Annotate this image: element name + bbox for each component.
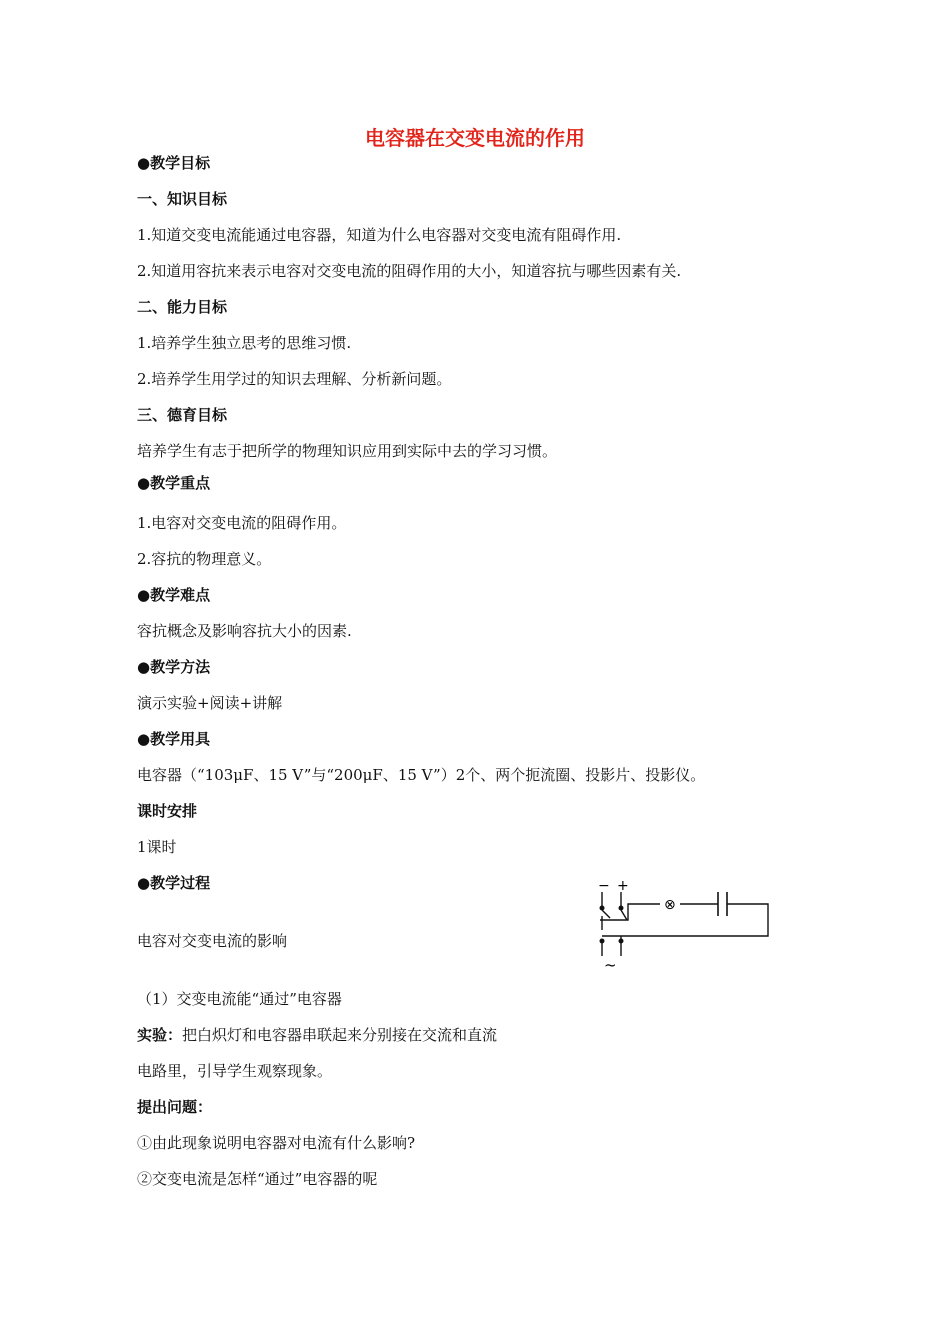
dc-minus-terminal bbox=[600, 906, 605, 911]
knowledge-goal-2: 2.知道用容抗来表示电容对交变电流的阻碍作用的大小，知道容抗与哪些因素有关. bbox=[137, 262, 682, 280]
ability-goal-2: 2.培养学生用学过的知识去理解、分析新问题。 bbox=[137, 370, 452, 388]
ac-terminal-1 bbox=[600, 939, 605, 944]
teaching-goals-heading: ●教学目标 bbox=[137, 154, 211, 172]
question-heading: 提出问题： bbox=[137, 1098, 213, 1116]
process-1: 电容对交变电流的影响 bbox=[137, 932, 288, 950]
switch-blade-2 bbox=[621, 910, 627, 920]
ability-goals-heading: 二、能力目标 bbox=[137, 298, 228, 316]
ability-goal-1: 1.培养学生独立思考的思维习惯. bbox=[137, 334, 352, 352]
document-title: 电容器在交变电流的作用 bbox=[365, 126, 585, 150]
method-1: 演示实验+阅读+讲解 bbox=[137, 694, 283, 712]
experiment-text: 把白炽灯和电容器串联起来分别接在交流和直流 bbox=[182, 1026, 498, 1044]
tools-heading: ●教学用具 bbox=[137, 730, 211, 748]
process-heading: ●教学过程 bbox=[137, 874, 211, 892]
moral-goals-heading: 三、德育目标 bbox=[137, 406, 228, 424]
experiment-line-2: 电路里，引导学生观察现象。 bbox=[137, 1062, 333, 1080]
dc-plus-terminal bbox=[619, 906, 624, 911]
key-points-heading: ●教学重点 bbox=[137, 474, 211, 492]
knowledge-goal-1: 1.知道交变电流能通过电容器，知道为什么电容器对交变电流有阻碍作用. bbox=[137, 226, 622, 244]
key-point-1: 1.电容对交变电流的阻碍作用。 bbox=[137, 514, 347, 532]
knowledge-goals-heading: 一、知识目标 bbox=[137, 190, 228, 208]
experiment-label: 实验： bbox=[137, 1026, 183, 1044]
process-2: （1）交变电流能“通过”电容器 bbox=[137, 990, 342, 1008]
tools-1: 电容器（“103μF、15 V”与“200μF、15 V”）2个、两个扼流圈、投影片、投影仪。 bbox=[137, 766, 706, 784]
ac-terminal-2 bbox=[619, 939, 624, 944]
difficulty-heading: ●教学难点 bbox=[137, 586, 211, 604]
schedule-1: 1课时 bbox=[137, 838, 177, 856]
ac-source-label: ~ bbox=[604, 956, 617, 973]
question-2: ②交变电流是怎样“通过”电容器的呢 bbox=[137, 1170, 378, 1188]
lamp-icon: ⊗ bbox=[664, 897, 676, 913]
method-heading: ●教学方法 bbox=[137, 658, 211, 676]
experiment-line bbox=[137, 1024, 497, 1045]
schedule-heading: 课时安排 bbox=[137, 802, 198, 820]
plus-label: + bbox=[617, 878, 629, 894]
question-1: ①由此现象说明电容器对电流有什么影响? bbox=[137, 1134, 416, 1152]
key-point-2: 2.容抗的物理意义。 bbox=[137, 550, 272, 568]
minus-label: − bbox=[598, 878, 610, 894]
switch-blade bbox=[602, 910, 610, 918]
circuit-diagram bbox=[590, 878, 775, 973]
moral-goal-1: 培养学生有志于把所学的物理知识应用到实际中去的学习习惯。 bbox=[137, 442, 558, 460]
difficulty-1: 容抗概念及影响容抗大小的因素. bbox=[137, 622, 352, 640]
